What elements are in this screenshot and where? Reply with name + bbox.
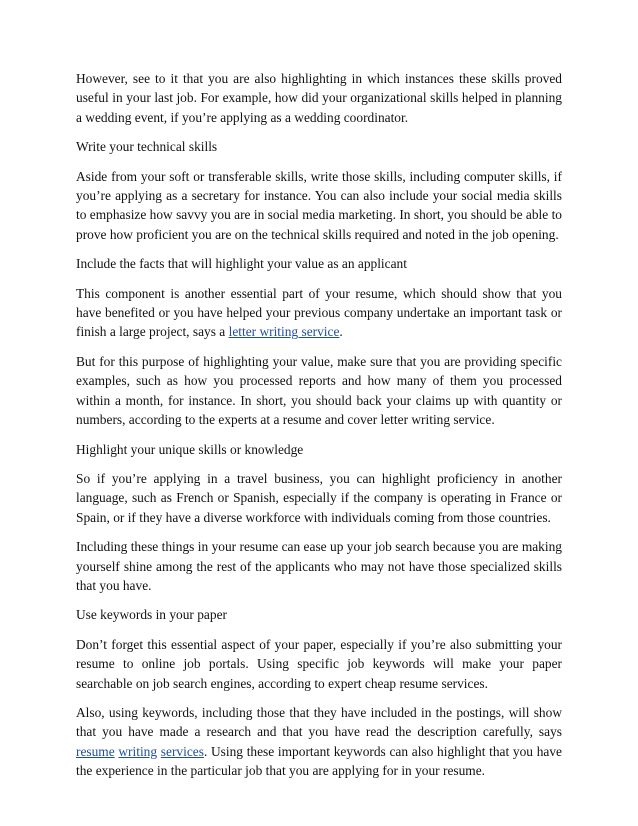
- heading-unique-skills: Highlight your unique skills or knowledge: [76, 441, 304, 457]
- heading-use-keywords: Use keywords in your paper: [76, 607, 227, 623]
- paragraph-keywords-postings: [76, 703, 562, 781]
- paragraph-travel-business: So if you’re applying in a travel business, you can highlight proficiency in another language, such as French or Spanish, especially if the company is operating in France or Spain, or if they have a diverse workforce with individuals coming from those countries.: [76, 470, 562, 525]
- paragraph-text: .: [339, 324, 343, 340]
- paragraph-specific-examples: But for this purpose of highlighting your value, make sure that you are providing specific examples, such as how you processed reports and how many of them you processed within a month, for instance. In short, you should back your claims up with quantity or numbers, according to the experts at a resume and cover letter writing service.: [76, 353, 562, 428]
- letter-writing-service-link[interactable]: letter writing service: [228, 324, 340, 340]
- resume-link[interactable]: resume: [76, 743, 115, 759]
- paragraph-job-portals: Don’t forget this essential aspect of your paper, especially if you’re also submitting your resume to online job portals. Using specific job keywords will make your paper searchable on job search engines, according to expert cheap resume services.: [76, 636, 562, 691]
- paragraph-technical-skills: Aside from your soft or transferable skills, write those skills, including computer skills, if you’re applying as a secretary for instance. You can also include your social media skills to emphasize how savvy you are in social media marketing. In short, you should be able to prove how proficient you are on the technical skills required and noted in the job opening.: [76, 168, 562, 242]
- paragraph-essential-component: [76, 284, 562, 342]
- paragraph-text: Also, using keywords, including those that they have included in the postings, will show that you have made a research and that you have read the description carefully, says: [76, 704, 562, 740]
- paragraph-text: . Using these important keywords can also highlight that you have the experience in the particular job that you are applying for in your resume.: [76, 743, 562, 779]
- document-page: [76, 69, 562, 791]
- heading-technical-skills: Write your technical skills: [76, 139, 218, 155]
- paragraph-ease-job-search: Including these things in your resume can ease up your job search because you are making yourself shine among the rest of the applicants who may not have those specialized skills that you have.: [76, 539, 562, 593]
- writing-link[interactable]: writing: [118, 743, 158, 759]
- paragraph-text: This component is another essential part of your resume, which should show that you have benefited or you have helped your previous company undertake an important task or finish a large project, says a: [76, 285, 562, 340]
- paragraph-skills-useful: However, see to it that you are also highlighting in which instances these skills proved useful in your last job. For example, how did your organizational skills helped in planning a wedding event, if you’re applying as a wedding coordinator.: [76, 71, 562, 125]
- services-link[interactable]: services: [160, 743, 204, 759]
- heading-highlight-value: Include the facts that will highlight your value as an applicant: [76, 256, 407, 272]
